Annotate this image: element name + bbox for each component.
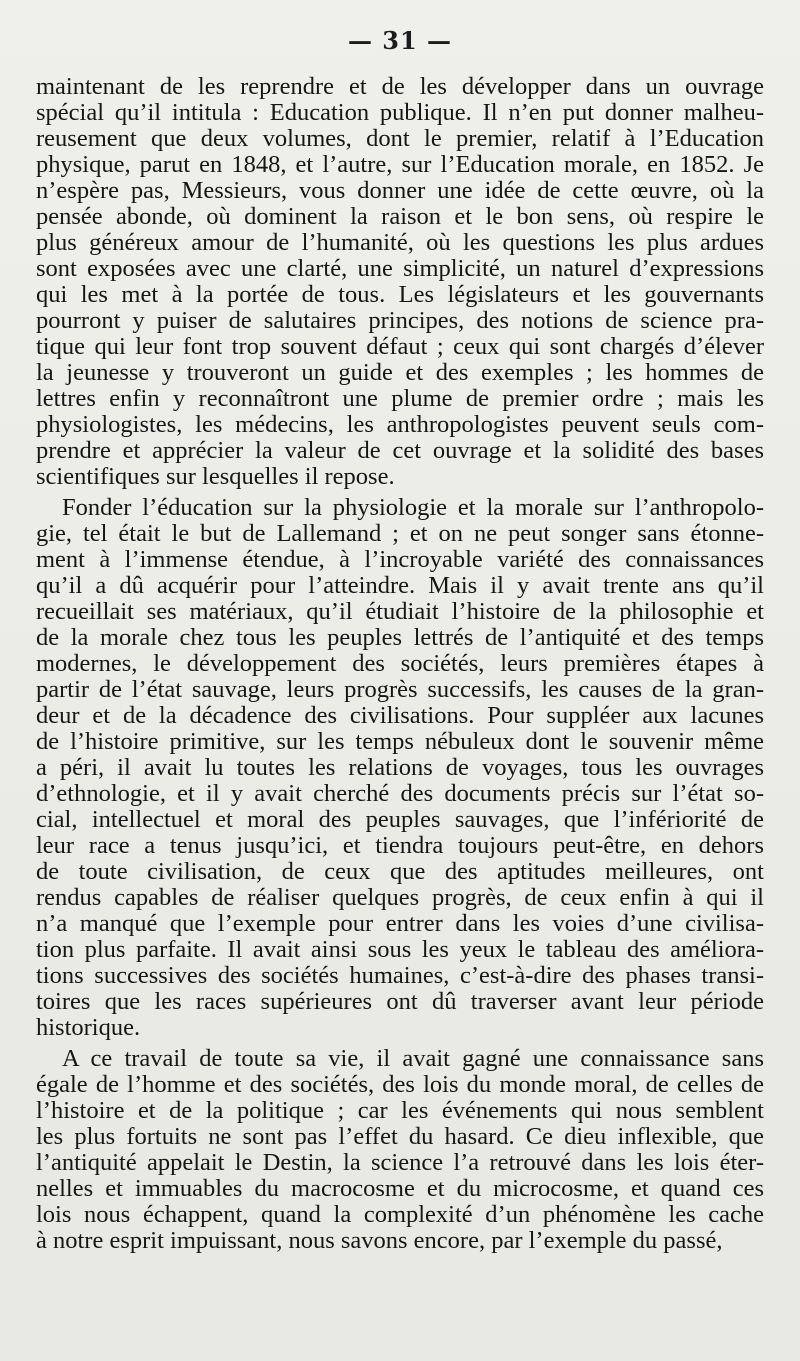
- text-line: égale de l’homme et des sociétés, des lois du monde moral, de celles de: [36, 1071, 764, 1098]
- text-line: a péri, il avait lu toutes les relations de voyages, tous les ouvrages: [36, 754, 764, 781]
- text-line: spécial qu’il intitula : Education publique. Il n’en put donner malheu-: [36, 99, 764, 126]
- text-line: plus généreux amour de l’humanité, où les questions les plus ardues: [36, 229, 764, 256]
- text-line: la jeunesse y trouveront un guide et des exemples ; les hommes de: [36, 359, 764, 386]
- text-line: tions successives des sociétés humaines, c’est-à-dire des phases transi-: [36, 962, 764, 989]
- text-line: historique.: [36, 1014, 141, 1041]
- text-line: Fonder l’éducation sur la physiologie et la morale sur l’anthropolo-: [62, 494, 764, 521]
- text-line: recueillait ses matériaux, qu’il étudiait l’histoire de la philosophie et: [36, 598, 764, 625]
- text-line: pensée abonde, où dominent la raison et le bon sens, où respire le: [36, 203, 764, 230]
- text-line: n’a manqué que l’exemple pour entrer dans les voies d’une civilisa-: [36, 910, 764, 937]
- page-number: — 31 —: [347, 26, 453, 55]
- text-line: tion plus parfaite. Il avait ainsi sous les yeux le tableau des améliora-: [36, 936, 764, 963]
- text-line: n’espère pas, Messieurs, vous donner une idée de cette œuvre, où la: [36, 177, 764, 204]
- text-line: à notre esprit impuissant, nous savons encore, par l’exemple du passé,: [36, 1227, 723, 1254]
- text-line: lois nous échappent, quand la complexité d’un phénomène les cache: [36, 1201, 764, 1228]
- text-line: les plus fortuits ne sont pas l’effet du hasard. Ce dieu inflexible, que: [36, 1123, 764, 1150]
- text-line: leur race a tenus jusqu’ici, et tiendra toujours peut-être, en dehors: [36, 832, 764, 859]
- text-line: physique, parut en 1848, et l’autre, sur l’Education morale, en 1852. Je: [36, 151, 764, 178]
- paragraph: [36, 495, 764, 1041]
- text-line: partir de l’état sauvage, leurs progrès successifs, les causes de la gran-: [36, 676, 764, 703]
- text-line: l’antiquité appelait le Destin, la science l’a retrouvé dans les lois éter-: [36, 1149, 764, 1176]
- paragraph: [36, 1046, 764, 1254]
- text-line: pourront y puiser de salutaires principes, des notions de science pra-: [36, 307, 764, 334]
- text-line: cial, intellectuel et moral des peuples sauvages, que l’infériorité de: [36, 806, 764, 833]
- text-line: modernes, le développement des sociétés, leurs premières étapes à: [36, 650, 764, 677]
- text-line: reusement que deux volumes, dont le premier, relatif à l’Education: [36, 125, 764, 152]
- text-line: prendre et apprécier la valeur de cet ouvrage et la solidité des bases: [36, 437, 764, 464]
- text-line: deur et de la décadence des civilisations. Pour suppléer aux lacunes: [36, 702, 764, 729]
- text-line: qui les met à la portée de tous. Les législateurs et les gouvernants: [36, 281, 764, 308]
- text-line: toires que les races supérieures ont dû traverser avant leur période: [36, 988, 764, 1015]
- text-line: nelles et immuables du macrocosme et du microcosme, et quand ces: [36, 1175, 764, 1202]
- text-line: A ce travail de toute sa vie, il avait gagné une connaissance sans: [62, 1045, 764, 1072]
- text-line: qu’il a dû acquérir pour l’atteindre. Mais il y avait trente ans qu’il: [36, 572, 764, 599]
- body-text: [36, 74, 764, 1254]
- text-line: de toute civilisation, de ceux que des aptitudes meilleures, ont: [36, 858, 764, 885]
- text-line: de la morale chez tous les peuples lettrés de l’antiquité et des temps: [36, 624, 764, 651]
- text-line: physiologistes, les médecins, les anthropologistes peuvent seuls com-: [36, 411, 764, 438]
- text-line: ment à l’immense étendue, à l’incroyable variété des connaissances: [36, 546, 764, 573]
- text-line: maintenant de les reprendre et de les développer dans un ouvrage: [36, 73, 764, 100]
- text-line: l’histoire et de la politique ; car les événements qui nous semblent: [36, 1097, 764, 1124]
- text-line: rendus capables de réaliser quelques progrès, de ceux enfin à qui il: [36, 884, 764, 911]
- text-line: tique qui leur font trop souvent défaut ; ceux qui sont chargés d’élever: [36, 333, 764, 360]
- text-line: d’ethnologie, et il y avait cherché des documents précis sur l’état so-: [36, 780, 764, 807]
- text-line: gie, tel était le but de Lallemand ; et on ne peut songer sans étonne-: [36, 520, 764, 547]
- text-line: lettres enfin y reconnaîtront une plume de premier ordre ; mais les: [36, 385, 764, 412]
- paragraph: [36, 74, 764, 490]
- text-line: sont exposées avec une clarté, une simplicité, un naturel d’expressions: [36, 255, 764, 282]
- text-line: de l’histoire primitive, sur les temps nébuleux dont le souvenir même: [36, 728, 764, 755]
- text-line: scientifiques sur lesquelles il repose.: [36, 463, 395, 490]
